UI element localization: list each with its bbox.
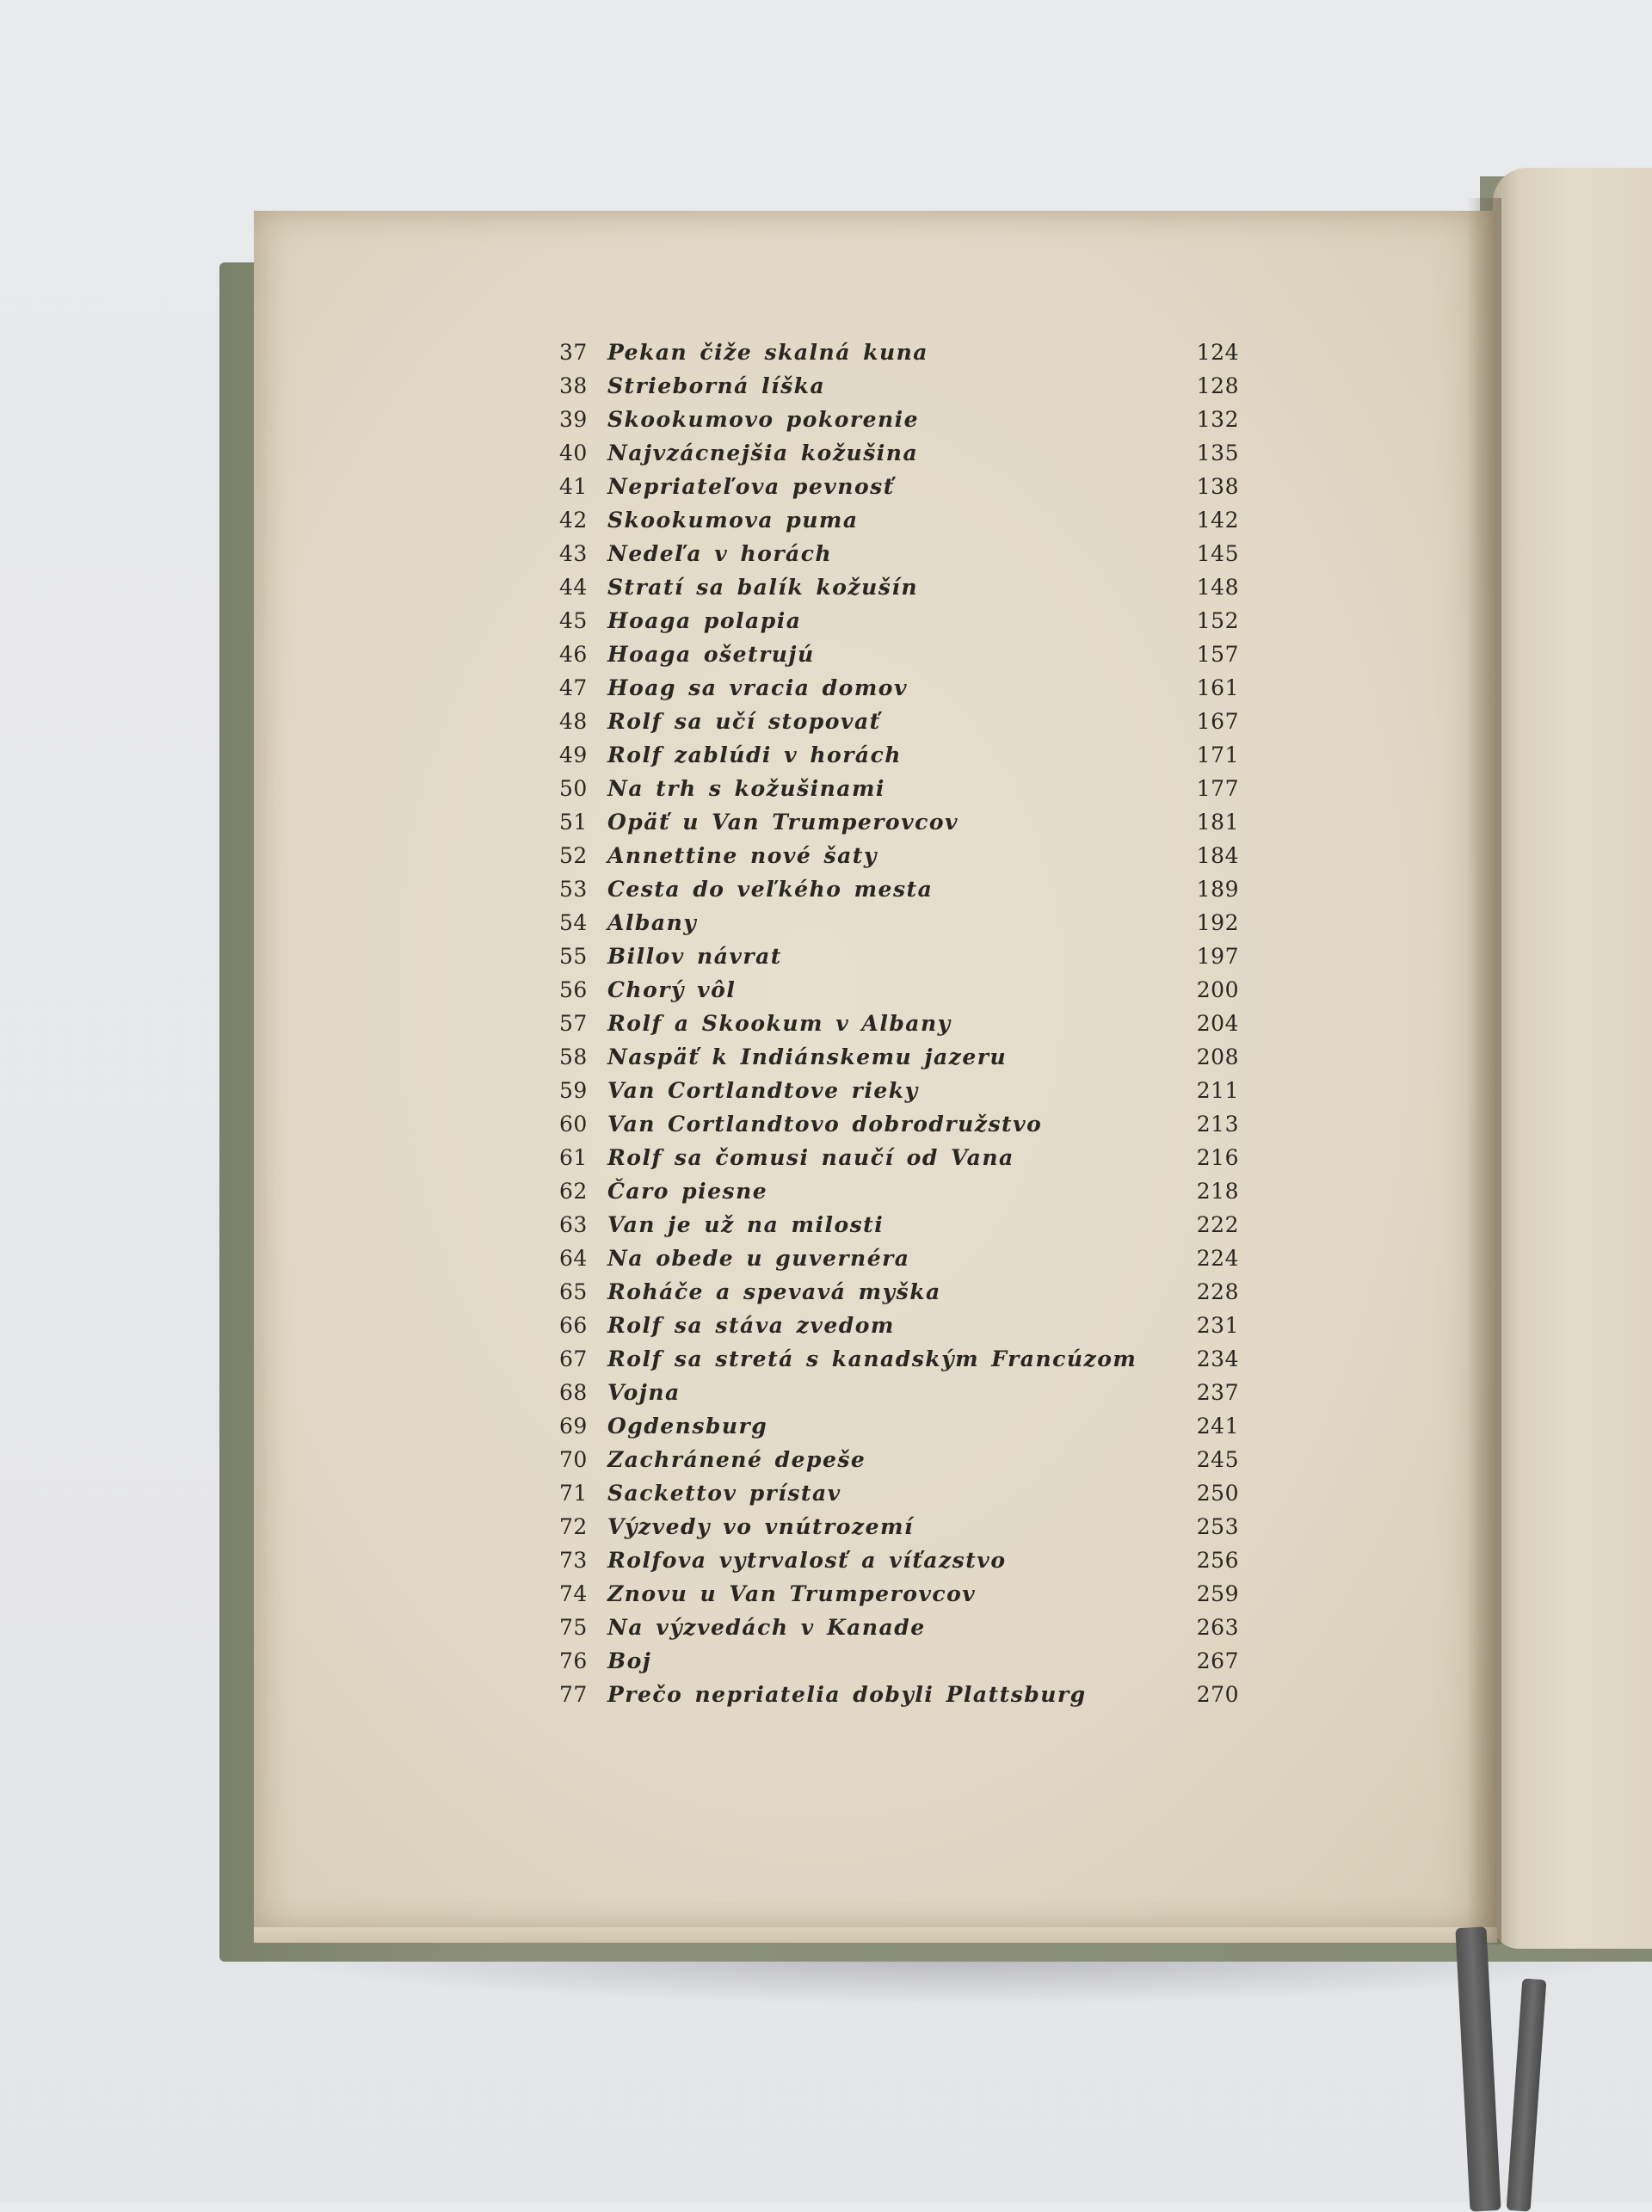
page-number: 148	[1196, 575, 1239, 600]
chapter-title: Čaro piesne	[607, 1179, 768, 1204]
chapter-number: 50	[559, 776, 588, 801]
page-number: 192	[1196, 910, 1239, 935]
toc-entry	[559, 369, 1248, 403]
chapter-title: Hoag sa vracia domov	[607, 675, 908, 700]
toc-entry	[559, 1611, 1248, 1644]
chapter-number: 75	[559, 1615, 588, 1640]
page-number: 145	[1196, 541, 1239, 566]
page-number: 222	[1196, 1212, 1239, 1237]
chapter-title: Prečo nepriatelia dobyli Plattsburg	[607, 1682, 1087, 1707]
toc-entry	[559, 1376, 1248, 1409]
page-number: 124	[1196, 340, 1239, 365]
page-number: 161	[1196, 675, 1239, 700]
page-number: 211	[1196, 1078, 1239, 1103]
page-number: 167	[1196, 709, 1239, 734]
chapter-number: 63	[559, 1212, 588, 1237]
toc-entry	[559, 336, 1248, 369]
chapter-number: 65	[559, 1279, 588, 1304]
toc-entry	[559, 1242, 1248, 1275]
page-number: 216	[1196, 1145, 1239, 1170]
ribbon-bookmark	[1507, 1978, 1547, 2211]
page-number: 253	[1196, 1514, 1239, 1539]
toc-entry	[559, 839, 1248, 872]
chapter-title: Annettine nové šaty	[607, 843, 878, 868]
chapter-number: 68	[559, 1380, 588, 1405]
chapter-title: Rolf sa učí stopovať	[607, 709, 881, 734]
chapter-title: Opäť u Van Trumperovcov	[607, 810, 959, 835]
chapter-number: 61	[559, 1145, 588, 1170]
toc-entry	[559, 772, 1248, 805]
page-number: 135	[1196, 441, 1239, 465]
toc-entry	[559, 1543, 1248, 1577]
toc-entry	[559, 705, 1248, 738]
page-number: 218	[1196, 1179, 1239, 1204]
page-number: 200	[1196, 977, 1239, 1002]
toc-entry	[559, 1476, 1248, 1510]
chapter-number: 76	[559, 1648, 588, 1673]
chapter-number: 64	[559, 1246, 588, 1271]
chapter-number: 49	[559, 742, 588, 767]
page-number: 241	[1196, 1414, 1239, 1439]
chapter-title: Billov návrat	[607, 944, 782, 969]
toc-entry	[559, 1141, 1248, 1174]
toc-entry	[559, 1342, 1248, 1376]
toc-entry	[559, 1208, 1248, 1242]
chapter-number: 57	[559, 1011, 588, 1036]
chapter-title: Skookumova puma	[607, 508, 859, 533]
toc-entry	[559, 604, 1248, 638]
chapter-title: Na výzvedách v Kanade	[607, 1615, 926, 1640]
chapter-number: 53	[559, 877, 588, 902]
chapter-number: 58	[559, 1044, 588, 1069]
toc-entry	[559, 906, 1248, 940]
toc-entry	[559, 973, 1248, 1007]
chapter-number: 44	[559, 575, 588, 600]
toc-entry	[559, 1040, 1248, 1074]
page-number: 250	[1196, 1481, 1239, 1506]
toc-entry	[559, 872, 1248, 906]
page-number: 237	[1196, 1380, 1239, 1405]
toc-entry	[559, 470, 1248, 503]
page-number: 208	[1196, 1044, 1239, 1069]
chapter-title: Rolf sa čomusi naučí od Vana	[607, 1145, 1014, 1170]
chapter-title: Skookumovo pokorenie	[607, 407, 920, 432]
toc-entry	[559, 570, 1248, 604]
page-number: 189	[1196, 877, 1239, 902]
chapter-title: Hoaga ošetrujú	[607, 642, 815, 667]
chapter-title: Znovu u Van Trumperovcov	[607, 1581, 977, 1606]
toc-entry	[559, 638, 1248, 671]
chapter-title: Van Cortlandtovo dobrodružstvo	[607, 1112, 1043, 1137]
page-number: 171	[1196, 742, 1239, 767]
chapter-number: 56	[559, 977, 588, 1002]
toc-entry	[559, 1275, 1248, 1309]
page-number: 231	[1196, 1313, 1239, 1338]
table-of-contents	[559, 336, 1248, 1711]
chapter-number: 67	[559, 1346, 588, 1371]
chapter-title: Chorý vôl	[607, 977, 737, 1002]
chapter-number: 46	[559, 642, 588, 667]
page-number: 224	[1196, 1246, 1239, 1271]
chapter-title: Na obede u guvernéra	[607, 1246, 910, 1271]
page-number: 157	[1196, 642, 1239, 667]
toc-entry	[559, 436, 1248, 470]
chapter-number: 40	[559, 441, 588, 465]
chapter-title: Van Cortlandtove rieky	[607, 1078, 919, 1103]
chapter-number: 41	[559, 474, 588, 499]
chapter-title: Zachránené depeše	[607, 1447, 866, 1472]
chapter-number: 71	[559, 1481, 588, 1506]
page-number: 256	[1196, 1548, 1239, 1573]
chapter-title: Vojna	[607, 1380, 681, 1405]
page-number: 128	[1196, 373, 1239, 398]
toc-entry	[559, 1409, 1248, 1443]
chapter-number: 66	[559, 1313, 588, 1338]
chapter-number: 38	[559, 373, 588, 398]
page-number: 263	[1196, 1615, 1239, 1640]
chapter-number: 73	[559, 1548, 588, 1573]
page-number: 184	[1196, 843, 1239, 868]
chapter-title: Albany	[607, 910, 698, 935]
chapter-number: 47	[559, 675, 588, 700]
page-number: 245	[1196, 1447, 1239, 1472]
toc-entry	[559, 1644, 1248, 1678]
chapter-title: Naspäť k Indiánskemu jazeru	[607, 1044, 1008, 1069]
chapter-title: Nepriateľova pevnosť	[607, 474, 895, 499]
chapter-title: Najvzácnejšia kožušina	[607, 441, 919, 465]
chapter-title: Roháče a spevavá myška	[607, 1279, 941, 1304]
page-number: 267	[1196, 1648, 1239, 1673]
toc-entry	[559, 1309, 1248, 1342]
chapter-number: 59	[559, 1078, 588, 1103]
page-number: 177	[1196, 776, 1239, 801]
chapter-number: 39	[559, 407, 588, 432]
toc-entry	[559, 1107, 1248, 1141]
chapter-number: 77	[559, 1682, 588, 1707]
chapter-title: Hoaga polapia	[607, 608, 802, 633]
chapter-number: 45	[559, 608, 588, 633]
left-page-edge	[254, 1927, 1497, 1943]
chapter-number: 37	[559, 340, 588, 365]
toc-entry	[559, 1074, 1248, 1107]
toc-entry	[559, 537, 1248, 570]
chapter-number: 72	[559, 1514, 588, 1539]
page-number: 259	[1196, 1581, 1239, 1606]
chapter-title: Rolf zablúdi v horách	[607, 742, 902, 767]
chapter-number: 62	[559, 1179, 588, 1204]
chapter-title: Sackettov prístav	[607, 1481, 841, 1506]
chapter-title: Van je už na milosti	[607, 1212, 885, 1237]
chapter-number: 70	[559, 1447, 588, 1472]
chapter-number: 52	[559, 843, 588, 868]
chapter-title: Pekan čiže skalná kuna	[607, 340, 929, 365]
page-number: 270	[1196, 1682, 1239, 1707]
toc-entry	[559, 503, 1248, 537]
chapter-number: 74	[559, 1581, 588, 1606]
toc-entry	[559, 805, 1248, 839]
toc-entry	[559, 940, 1248, 973]
chapter-title: Na trh s kožušinami	[607, 776, 885, 801]
page-number: 234	[1196, 1346, 1239, 1371]
toc-entry	[559, 1510, 1248, 1543]
page-number: 142	[1196, 508, 1239, 533]
toc-entry	[559, 403, 1248, 436]
toc-entry	[559, 1443, 1248, 1476]
chapter-title: Boj	[607, 1648, 652, 1673]
page-number: 228	[1196, 1279, 1239, 1304]
chapter-number: 60	[559, 1112, 588, 1137]
toc-entry	[559, 671, 1248, 705]
chapter-title: Výzvedy vo vnútrozemí	[607, 1514, 914, 1539]
chapter-title: Stratí sa balík kožušín	[607, 575, 919, 600]
chapter-number: 51	[559, 810, 588, 835]
chapter-title: Rolfova vytrvalosť a víťazstvo	[607, 1548, 1007, 1573]
toc-entry	[559, 1577, 1248, 1611]
page-number: 152	[1196, 608, 1239, 633]
chapter-number: 55	[559, 944, 588, 969]
book-gutter	[1467, 198, 1501, 1944]
chapter-title: Nedeľa v horách	[607, 541, 833, 566]
page-number: 138	[1196, 474, 1239, 499]
page-number: 197	[1196, 944, 1239, 969]
chapter-title: Rolf sa stáva zvedom	[607, 1313, 895, 1338]
toc-entry	[559, 1174, 1248, 1208]
page-number: 213	[1196, 1112, 1239, 1137]
chapter-number: 43	[559, 541, 588, 566]
page-number: 181	[1196, 810, 1239, 835]
chapter-title: Ogdensburg	[607, 1414, 768, 1439]
right-page	[1493, 168, 1652, 1949]
chapter-title: Rolf sa stretá s kanadským Francúzom	[607, 1346, 1137, 1371]
chapter-title: Cesta do veľkého mesta	[607, 877, 934, 902]
chapter-number: 42	[559, 508, 588, 533]
chapter-title: Rolf a Skookum v Albany	[607, 1011, 952, 1036]
chapter-number: 54	[559, 910, 588, 935]
toc-entry	[559, 1678, 1248, 1711]
chapter-title: Strieborná líška	[607, 373, 826, 398]
chapter-number: 69	[559, 1414, 588, 1439]
chapter-number: 48	[559, 709, 588, 734]
page-number: 204	[1196, 1011, 1239, 1036]
toc-entry	[559, 738, 1248, 772]
toc-entry	[559, 1007, 1248, 1040]
page-number: 132	[1196, 407, 1239, 432]
